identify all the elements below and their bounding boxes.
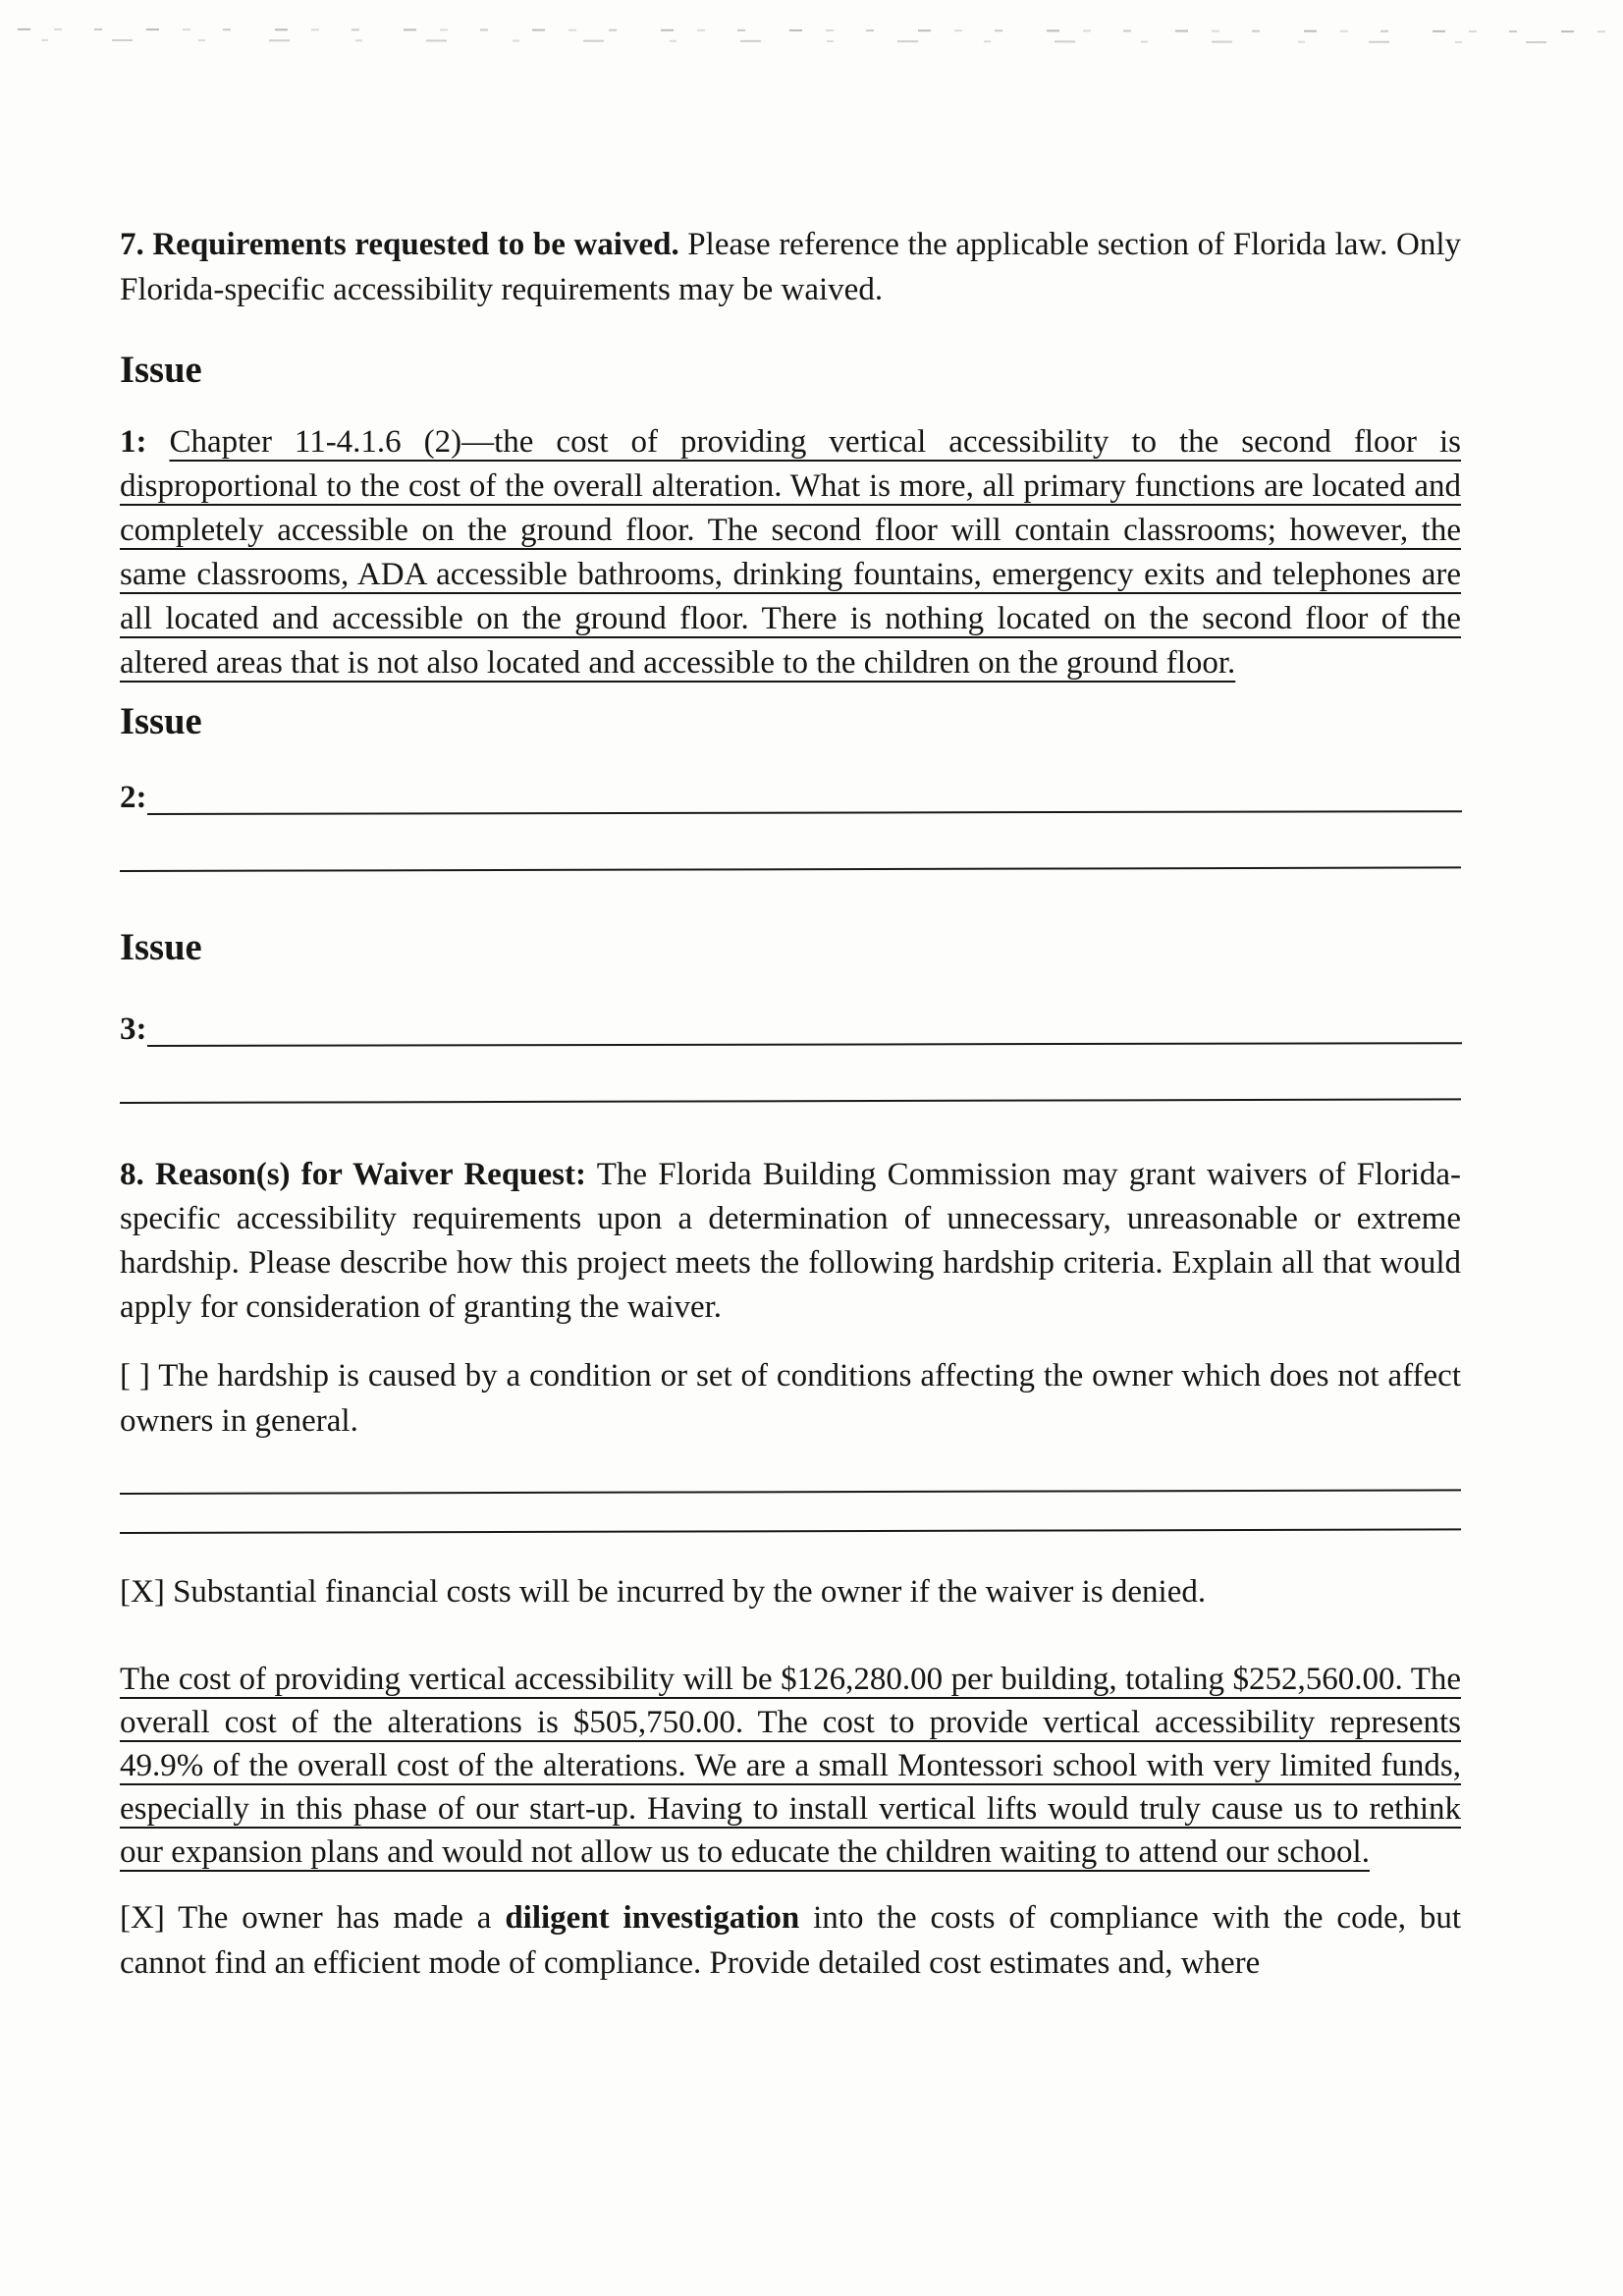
issue2-answer-row [120,775,1461,821]
issue3-blank-line-2 [120,1098,1461,1104]
section7-number: 7. [120,227,144,262]
checkbox-checked-2: [X] [120,1900,165,1936]
section8-title: Reason(s) for Waiver Request: [155,1157,587,1192]
issue3-heading: Issue [120,927,202,968]
section7-body: Please reference the applicable section of Florida law. Only Florida-specific accessibility requirements may be waived. [120,227,1461,307]
issue3-blank-line [146,1004,1461,1047]
issue1-response-text: Chapter 11-4.1.6 (2)—the cost of providing vertical accessibility to the second floor is disproportional to the cost of the overall alteration. What is more, all primary functions are located and completely accessible on the ground floor. The second floor will contain classrooms; however, the same classrooms, ADA accessible bathrooms, drinking fountains, emergency exits and telephones are all located and accessible on the ground floor. There is nothing located on the second floor of the altered areas that is not also located and accessible to the children on the ground floor. [120,424,1462,681]
section8-number: 8. [120,1157,144,1192]
hardship-option-1 [120,1353,1461,1444]
hardship-option-1-text: The hardship is caused by a condition or set of conditions affecting the owner which does not affect owners in general. [120,1358,1461,1439]
issue2-heading: Issue [120,701,202,742]
hardship-option-1-blank-line [120,1489,1461,1495]
issue3-answer-row [120,1007,1461,1053]
hardship-option-2-text: Substantial financial costs will be incurred by the owner if the waiver is denied. [173,1574,1207,1610]
section7-title: Requirements requested to be waived. [152,227,679,262]
cost-response-paragraph [120,1658,1461,1874]
hardship-option-3-bold: diligent investigation [505,1900,800,1936]
section7-paragraph [120,222,1461,312]
issue1-number: 1: [120,424,147,460]
issue1-response-paragraph [120,420,1461,685]
cost-response-text: The cost of providing vertical accessibility will be $126,280.00 per building, totaling $252,560.00. The overall cost of the alterations is $505,750.00. The cost to provide vertical accessibility represents 49.9% of the overall cost of the alterations. We are a small Montessori school with very limited funds, especially in this phase of our start-up. Having to install vertical lifts would truly cause us to rethink our expansion plans and would not allow us to educate the children waiting to attend our school. [120,1662,1461,1870]
hardship-option-3-post: into the costs of compliance with the code, but cannot find an efficient mode of compliance. Provide detailed cost estimates and, where [120,1900,1462,1981]
hardship-option-3-pre: The owner has made a [178,1900,506,1936]
issue2-blank-line-2 [120,866,1461,872]
hardship-option-1-blank-line-2 [120,1528,1461,1534]
issue3-number: 3: [120,1011,147,1047]
issue1-heading: Issue [120,350,202,391]
issue2-number: 2: [120,780,147,815]
section8-paragraph [120,1153,1461,1330]
checkbox-unchecked: [ ] [120,1358,150,1394]
issue2-blank-line [146,772,1461,815]
hardship-option-3 [120,1895,1461,1986]
checkbox-checked: [X] [120,1574,165,1610]
hardship-option-2 [120,1569,1461,1614]
section8-body: The Florida Building Commission may grant waivers of Florida-specific accessibility requirements upon a determination of unnecessary, unreasonable or extreme hardship. Please describe how this project meets the following hardship criteria. Explain all that would apply for consideration of granting the waiver. [120,1157,1462,1325]
